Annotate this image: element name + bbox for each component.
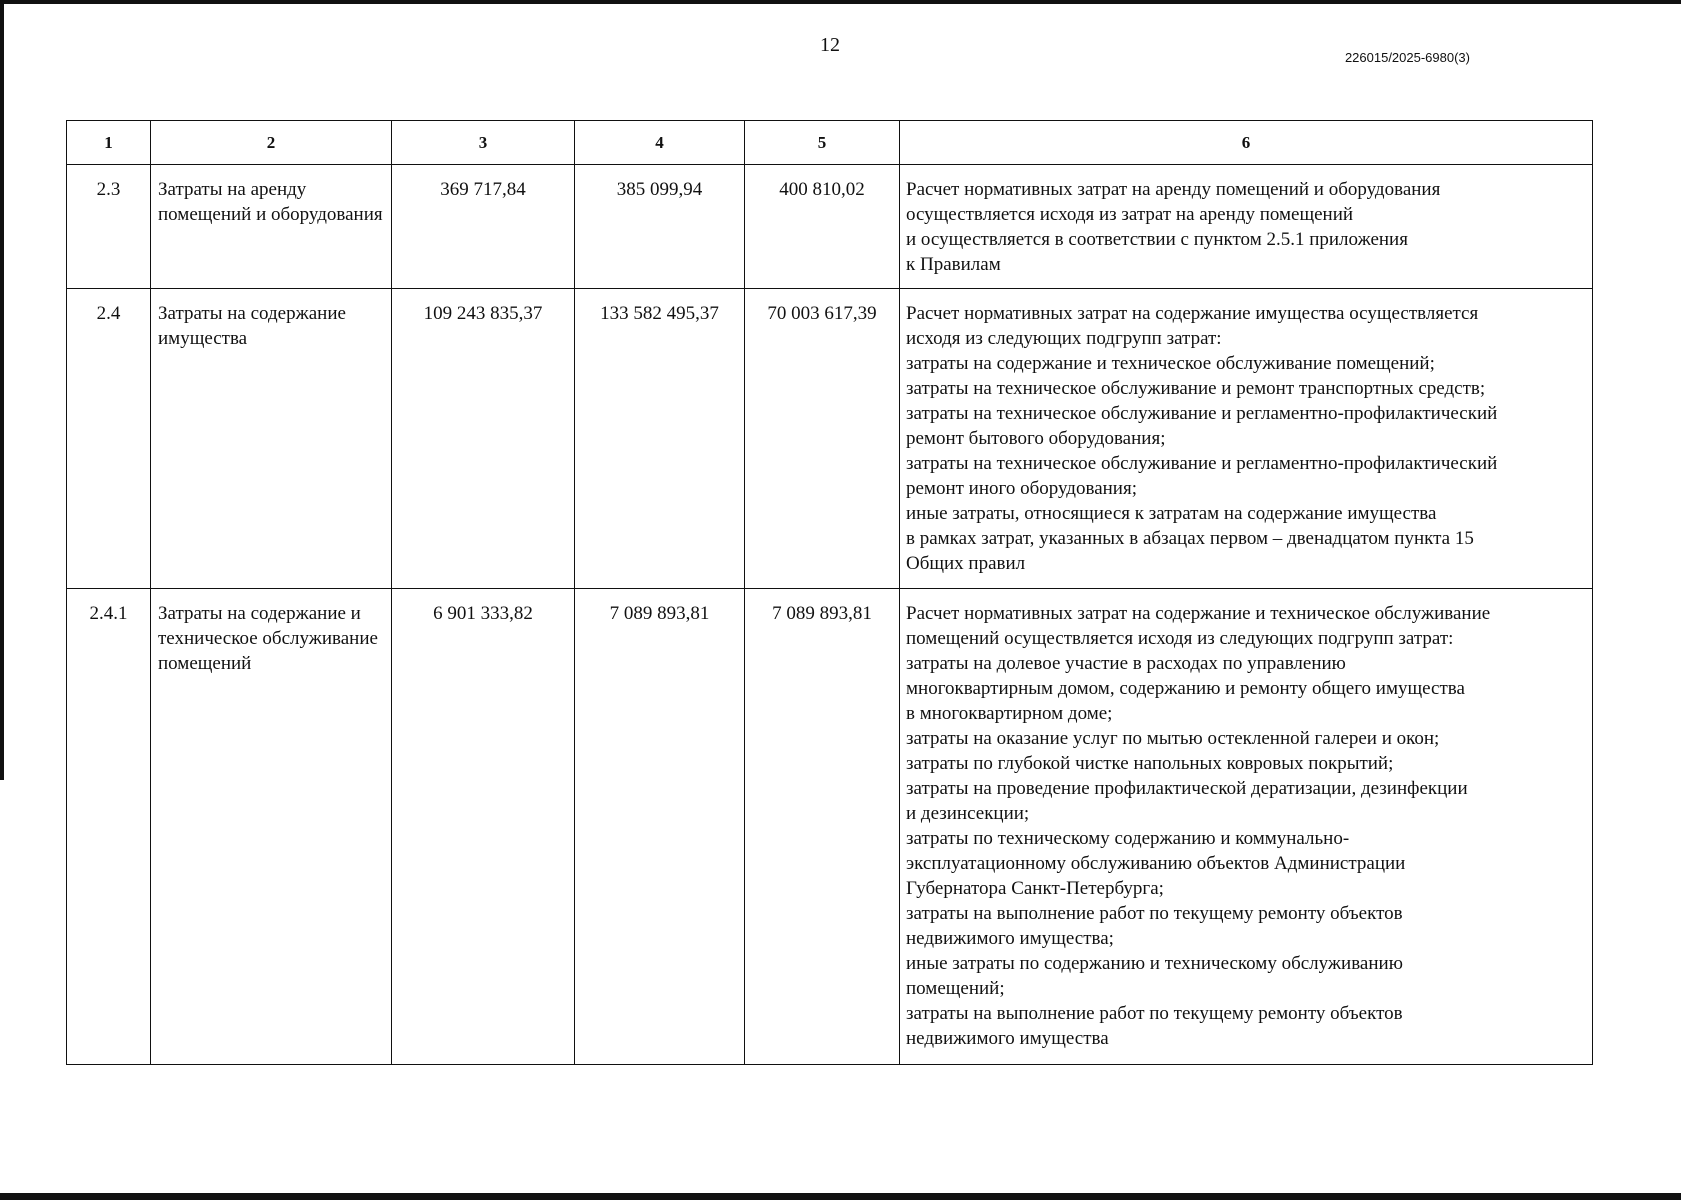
table-row	[67, 289, 1593, 589]
calculation-description	[900, 589, 1593, 1065]
header-col-1: 1	[67, 121, 151, 165]
description-line: и осуществляется в соответствии с пунктом 2.5.1 приложения	[906, 229, 1408, 250]
table-row	[67, 589, 1593, 1065]
description-line: затраты на содержание и техническое обслуживание помещений;	[906, 353, 1435, 374]
description-line: иные затраты, относящиеся к затратам на содержание имущества	[906, 503, 1437, 524]
scan-edge-top	[0, 0, 1681, 4]
description-line: Расчет нормативных затрат на содержание имущества осуществляется	[906, 303, 1479, 324]
description-line: Губернатора Санкт-Петербурга;	[906, 878, 1164, 899]
description-line: иные затраты по содержанию и техническому обслуживанию	[906, 953, 1403, 974]
description-line: в многоквартирном доме;	[906, 703, 1113, 724]
value-col-5: 400 810,02	[745, 165, 900, 289]
description-line: помещений осуществляется исходя из следующих подгрупп затрат:	[906, 628, 1454, 649]
description-line: Расчет нормативных затрат на содержание и техническое обслуживание	[906, 603, 1491, 624]
description-line: и дезинсекции;	[906, 803, 1030, 824]
value-col-4: 385 099,94	[575, 165, 745, 289]
description-line: ремонт бытового оборудования;	[906, 428, 1166, 449]
description-line: затраты по глубокой чистке напольных ковровых покрытий;	[906, 753, 1394, 774]
cost-name: Затраты на аренду помещений и оборудования	[151, 165, 392, 289]
cost-table	[66, 120, 1593, 1065]
description-line: недвижимого имущества	[906, 1028, 1109, 1049]
description-line: затраты на техническое обслуживание и ремонт транспортных средств;	[906, 378, 1486, 399]
description-line: затраты на долевое участие в расходах по управлению	[906, 653, 1346, 674]
description-line: в рамках затрат, указанных в абзацах первом – двенадцатом пункта 15	[906, 528, 1474, 549]
value-col-4: 7 089 893,81	[575, 589, 745, 1065]
header-col-5: 5	[745, 121, 900, 165]
header-col-2: 2	[151, 121, 392, 165]
scan-edge-left	[0, 0, 4, 780]
value-col-5: 7 089 893,81	[745, 589, 900, 1065]
description-line: Общих правил	[906, 553, 1026, 574]
description-line: затраты на техническое обслуживание и регламентно-профилактический	[906, 403, 1498, 424]
scan-edge-bottom	[0, 1193, 1681, 1200]
row-number: 2.4.1	[67, 589, 151, 1065]
value-col-4: 133 582 495,37	[575, 289, 745, 589]
table-row	[67, 165, 1593, 289]
description-line: Расчет нормативных затрат на аренду помещений и оборудования	[906, 179, 1441, 200]
description-line: осуществляется исходя из затрат на аренду помещений	[906, 204, 1354, 225]
calculation-description	[900, 165, 1593, 289]
row-number: 2.4	[67, 289, 151, 589]
description-line: ремонт иного оборудования;	[906, 478, 1137, 499]
description-line: к Правилам	[906, 254, 1001, 275]
description-line: многоквартирным домом, содержанию и ремонту общего имущества	[906, 678, 1465, 699]
description-line: затраты на проведение профилактической дератизации, дезинфекции	[906, 778, 1468, 799]
value-col-5: 70 003 617,39	[745, 289, 900, 589]
description-line: затраты на оказание услуг по мытью остекленной галереи и окон;	[906, 728, 1440, 749]
description-line: исходя из следующих подгрупп затрат:	[906, 328, 1222, 349]
description-line: недвижимого имущества;	[906, 928, 1114, 949]
page-number: 12	[820, 34, 840, 56]
calculation-description	[900, 289, 1593, 589]
table-header-row	[67, 121, 1593, 165]
description-line: затраты по техническому содержанию и коммунально-	[906, 828, 1350, 849]
description-line: затраты на техническое обслуживание и регламентно-профилактический	[906, 453, 1498, 474]
cost-name: Затраты на содержание и техническое обслуживание помещений	[151, 589, 392, 1065]
row-number: 2.3	[67, 165, 151, 289]
header-col-4: 4	[575, 121, 745, 165]
description-line: затраты на выполнение работ по текущему ремонту объектов	[906, 903, 1403, 924]
document-id: 226015/2025-6980(3)	[1344, 50, 1470, 65]
value-col-3: 109 243 835,37	[392, 289, 575, 589]
cost-name: Затраты на содержание имущества	[151, 289, 392, 589]
description-line: эксплуатационному обслуживанию объектов Администрации	[906, 853, 1406, 874]
description-line: помещений;	[906, 978, 1005, 999]
header-col-6: 6	[900, 121, 1593, 165]
header-col-3: 3	[392, 121, 575, 165]
value-col-3: 6 901 333,82	[392, 589, 575, 1065]
description-line: затраты на выполнение работ по текущему ремонту объектов	[906, 1003, 1403, 1024]
value-col-3: 369 717,84	[392, 165, 575, 289]
